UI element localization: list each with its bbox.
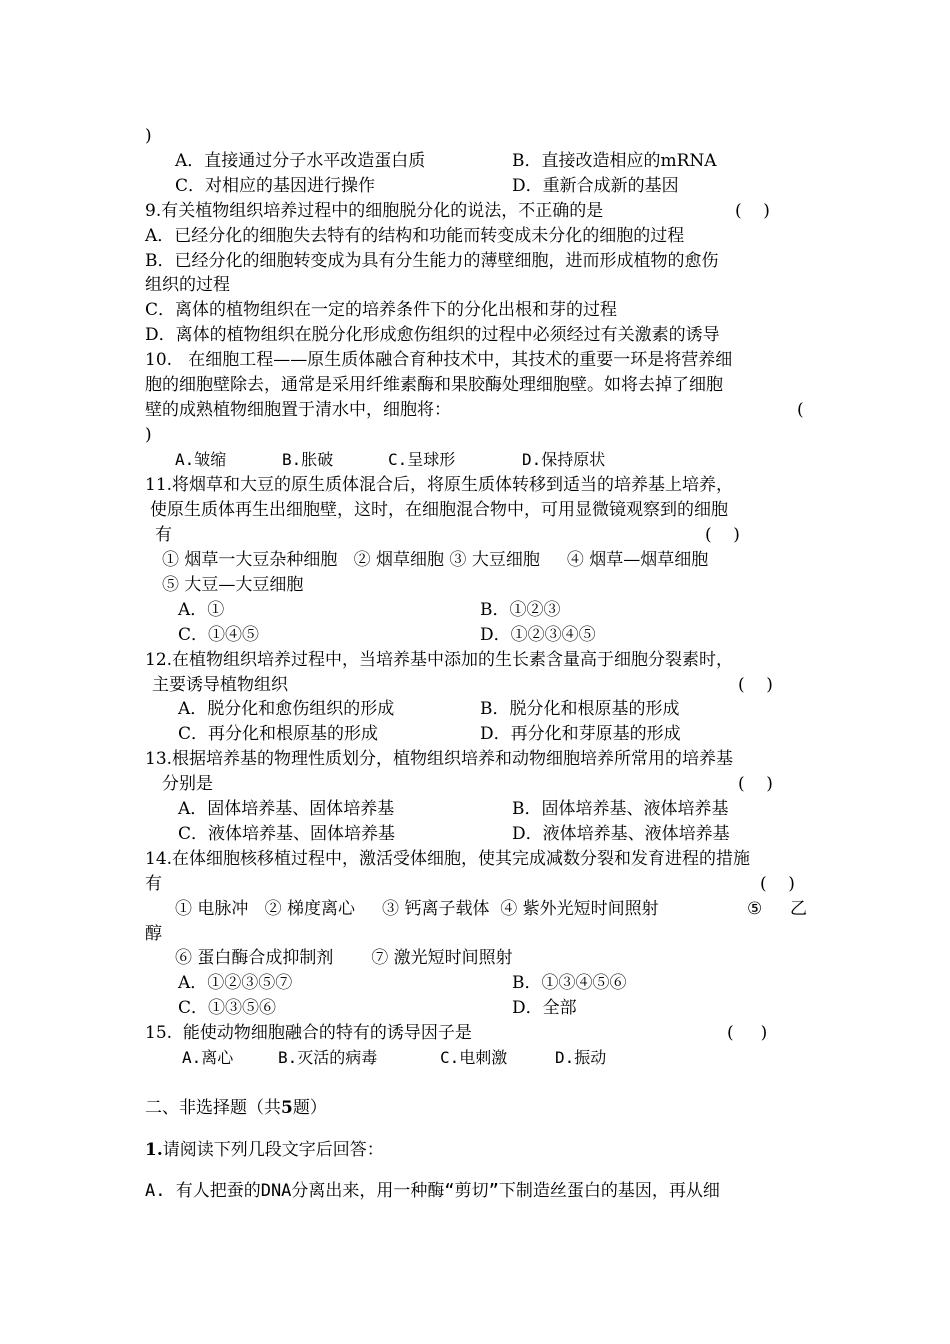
option-a: A.离心: [182, 1048, 234, 1067]
option-c: C．①③⑤⑥: [178, 998, 277, 1018]
option-b: B．直接改造相应的mRNA: [512, 151, 717, 171]
option-b: B.灭活的病毒: [278, 1048, 378, 1067]
option-a: A．①②③⑤⑦: [178, 973, 293, 993]
option-d: D．①②③④⑤: [480, 625, 596, 645]
option-c: C．离体的植物组织在一定的培养条件下的分化出根和芽的过程: [145, 300, 618, 320]
question-stem: 有: [145, 874, 162, 894]
question-stem: 壁的成熟植物细胞置于清水中，细胞将：: [145, 400, 451, 420]
section-title: 二、非选择题（共5题）: [145, 1098, 327, 1118]
question-stem: 15. 能使动物细胞融合的特有的诱导因子是: [145, 1023, 472, 1043]
answer-paren: ( ): [760, 874, 795, 894]
items: ⑤: [747, 899, 763, 919]
option-c: C．对相应的基因进行操作: [175, 176, 376, 196]
answer-paren: ): [145, 425, 152, 445]
items: 乙: [790, 899, 807, 919]
question-stem: 9.有关植物组织培养过程中的细胞脱分化的说法，不正确的是: [145, 201, 604, 221]
items: ① 电脉冲 ② 梯度离心 ③ 钙离子载体 ④ 紫外光短时间照射: [175, 899, 659, 919]
items: ① 烟草一大豆杂种细胞 ② 烟草细胞 ③ 大豆细胞 ④ 烟草—烟草细胞: [162, 550, 709, 570]
option-d: D．液体培养基、液体培养基: [512, 824, 730, 844]
option-a: A.皱缩: [175, 450, 227, 469]
question-stem: 13.根据培养基的物理性质划分，植物组织培养和动物细胞培养所常用的培养基: [145, 749, 734, 769]
answer-paren: ( ): [738, 774, 773, 794]
answer-paren: ( ): [735, 201, 770, 221]
option-c: C．①④⑤: [178, 625, 260, 645]
question-stem: 分别是: [162, 774, 213, 794]
option-d: D．离体的植物组织在脱分化形成愈伤组织的过程中必须经过有关激素的诱导: [145, 325, 720, 345]
question-stem: 12.在植物组织培养过程中，当培养基中添加的生长素含量高于细胞分裂素时，: [145, 650, 734, 670]
option-b: B．①③④⑤⑥: [512, 973, 627, 993]
option-a: A．固体培养基、固体培养基: [178, 799, 395, 819]
items: ⑤ 大豆—大豆细胞: [162, 575, 304, 595]
answer-paren: ( ): [738, 675, 773, 695]
option-b-cont: 组织的过程: [145, 275, 230, 295]
option-c: C．再分化和根原基的形成: [178, 724, 379, 744]
answer-paren: ( ): [727, 1023, 768, 1043]
option-a: A．脱分化和愈伤组织的形成: [178, 699, 395, 719]
items: 醇: [145, 924, 162, 944]
question-stem: 胞的细胞壁除去，通常是采用纤维素酶和果胶酶处理细胞壁。如将去掉了细胞: [145, 375, 723, 395]
option-d: D．重新合成新的基因: [512, 176, 679, 196]
question-stem: 11.将烟草和大豆的原生质体混合后，将原生质体转移到适当的培养基上培养，: [145, 475, 734, 495]
option-a: A．①: [178, 600, 225, 620]
option-d: D．全部: [512, 998, 577, 1018]
option-b: B．已经分化的细胞转变成为具有分生能力的薄壁细胞，进而形成植物的愈伤: [145, 251, 719, 271]
question-stem: 14.在体细胞核移植过程中，激活受体细胞，使其完成减数分裂和发育进程的措施: [145, 849, 751, 869]
paren-close: ): [145, 126, 152, 146]
items: ⑥ 蛋白酶合成抑制剂 ⑦ 激光短时间照射: [175, 948, 513, 968]
option-d: D.保持原状: [522, 450, 606, 469]
option-c: C．液体培养基、固体培养基: [178, 824, 396, 844]
question-stem: 1.请阅读下列几段文字后回答：: [145, 1140, 384, 1160]
option-b: B．脱分化和根原基的形成: [480, 699, 680, 719]
question-stem: 使原生质体再生出细胞壁，这时，在细胞混合物中，可用显微镜观察到的细胞: [150, 500, 728, 520]
question-stem: 有: [155, 525, 172, 545]
option-b: B．①②③: [480, 600, 561, 620]
option-a: A．直接通过分子水平改造蛋白质: [175, 151, 426, 171]
option-b: B.胀破: [282, 450, 334, 469]
option-b: B．固体培养基、液体培养基: [512, 799, 729, 819]
option-c: C.呈球形: [388, 450, 456, 469]
option-c: C.电刺激: [440, 1048, 508, 1067]
option-d: D.振动: [555, 1048, 607, 1067]
question-stem: 主要诱导植物组织: [152, 675, 288, 695]
answer-paren: (: [797, 400, 804, 420]
answer-paren: ( ): [705, 525, 740, 545]
option-a: A．已经分化的细胞失去特有的结构和功能而转变成未分化的细胞的过程: [145, 226, 685, 246]
paragraph-a: A. 有人把蚕的DNA分离出来，用一种酶“剪切”下制造丝蛋白的基因，再从细: [145, 1181, 720, 1201]
option-d: D．再分化和芽原基的形成: [480, 724, 681, 744]
question-stem: 10. 在细胞工程——原生质体融合育种技术中，其技术的重要一环是将营养细: [145, 350, 733, 370]
